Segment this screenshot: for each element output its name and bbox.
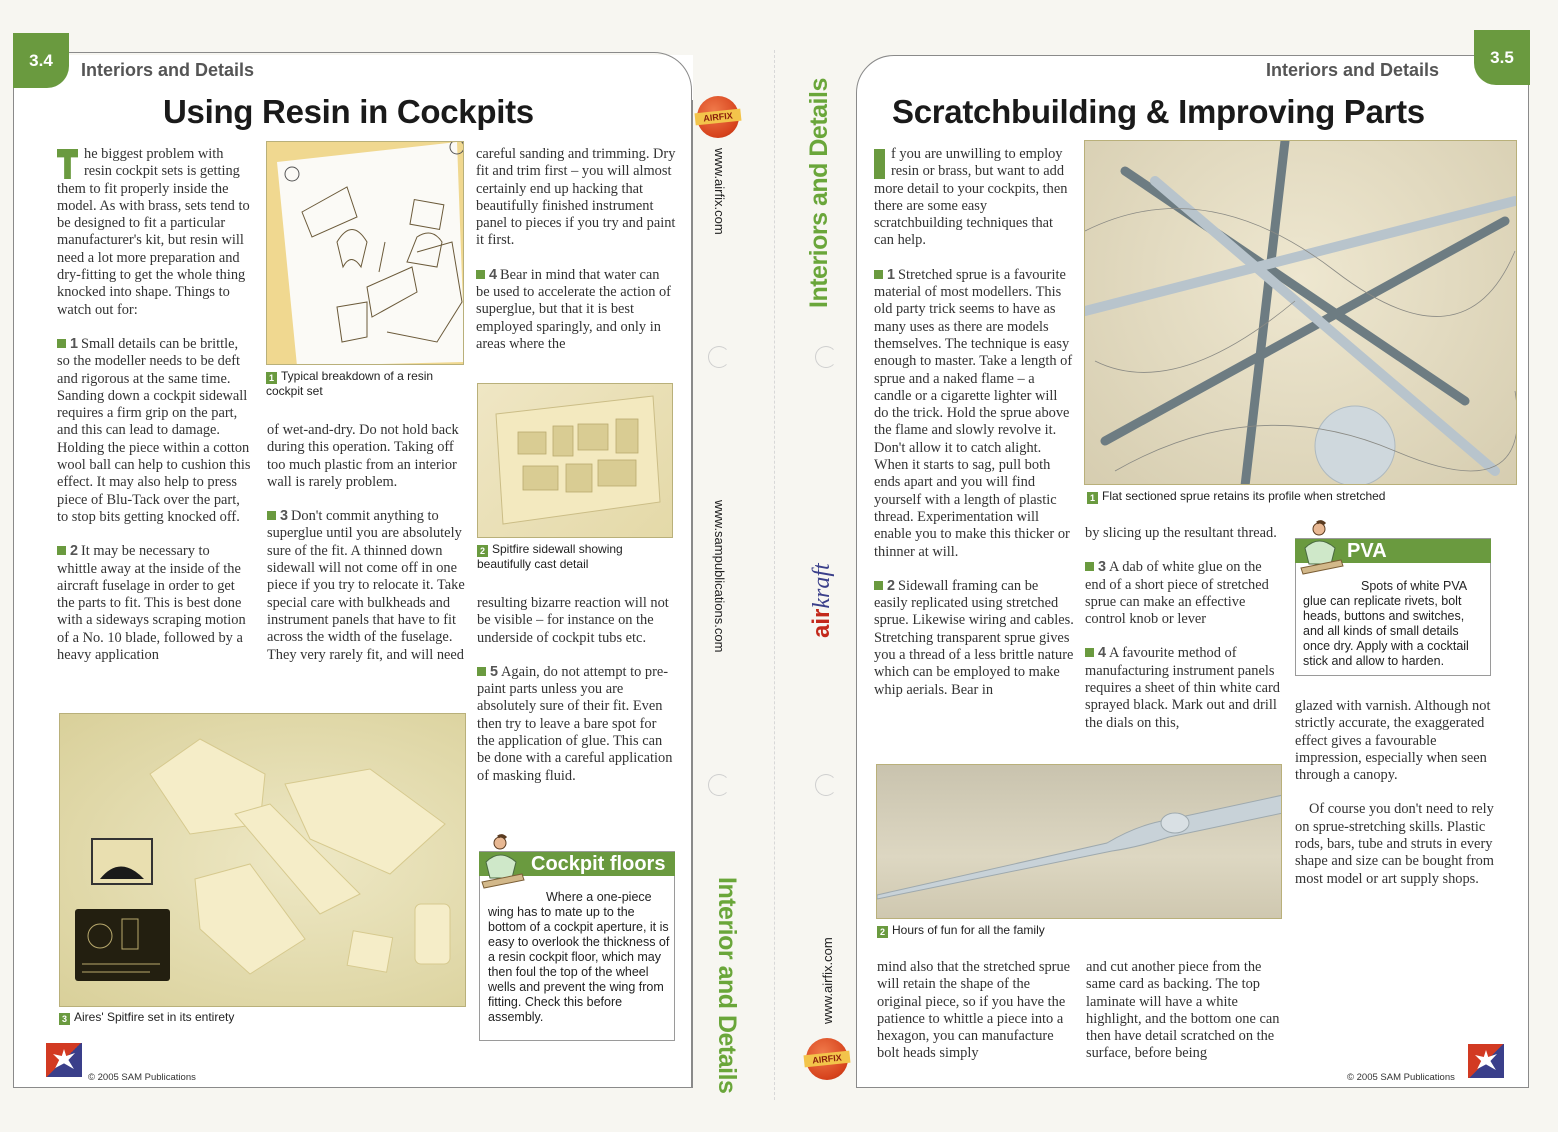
intro-paragraph: he biggest problem with resin cockpit sets is getting them to fit properly inside the model. As with brass, sets tend to be designed to fit a particular manufacturer's kit, but resin will need a lot more preparation and dry-fitting to get the whole thing knocked into shape. Things to watch out for:: [57, 146, 250, 318]
bullet-icon: [57, 339, 66, 348]
bullet-icon: [267, 511, 276, 520]
continuation-text: glazed with varnish. Although not strictly accurate, the exaggerated effect gives a favourable impression, especially when seen through a canopy.: [1295, 698, 1491, 784]
photo-caption-2: 2 Spitfire sidewall showing beautifully cast detail: [477, 542, 623, 571]
photo-stretched-sprue: [1084, 140, 1517, 485]
photo-caption-3: 3 Aires' Spitfire set in its entirety: [59, 1010, 459, 1025]
right-col-1-bottom: [877, 959, 1077, 1080]
airfix-logo-top: AIRFIX: [697, 96, 739, 138]
continuation-text: of wet-and-dry. Do not hold back during this operation. Taking off too much plastic from an interior wall is rarely problem.: [267, 422, 459, 490]
continuation-text: and cut another piece from the same card as backing. The top laminate will have a white highlight, and the bottom one can then have detail scratched on the surface, before being: [1086, 959, 1280, 1062]
sprue-drawing: [1085, 141, 1517, 485]
copyright-notice: © 2005 SAM Publications: [88, 1072, 196, 1083]
bullet-icon: [476, 270, 485, 279]
bullet-icon: [874, 270, 883, 279]
right-col-3: [1295, 698, 1500, 905]
bullet-icon: [57, 546, 66, 555]
tip-box-text: Where a one-piece wing has to mate up to the bottom of a cockpit aperture, it is easy to overlook the thickness of a resin cockpit floor, which may then foul the top of the wheel wells and prevent the wing from fitting. Check this before assembly.: [488, 890, 670, 1024]
photo-caption-1: 1 Flat sectioned sprue retains its profile when stretched: [1087, 489, 1517, 504]
continuation-text: careful sanding and trimming. Dry fit and trim first – you will almost certainly end up hacking that beautifully finished instrument panel to pieces if you try and paint it first.: [476, 146, 676, 249]
tip-box-title: Cockpit floors: [479, 852, 675, 876]
dropcap-i: [874, 149, 885, 179]
point-2: 2 Sidewall framing can be easily replicated using stretched sprue. Likewise wiring and cables. Stretching transparent sprue gives you a thread of a less brittle nature which can be employed to make whip aerials. Bear in: [874, 577, 1074, 698]
right-col-2: [1085, 525, 1285, 749]
binder-hole: [708, 774, 730, 796]
airfix-url-top: www.airfix.com: [712, 148, 727, 235]
photo-instruction-sheet: [266, 141, 464, 365]
airkraft-logo: airkraft: [808, 563, 835, 638]
photo-spitfire-sidewall: [477, 383, 673, 538]
stretched-sprue-drawing: [877, 765, 1282, 919]
tip-box-title: PVA: [1295, 539, 1491, 563]
modeller-illustration-icon: [478, 834, 526, 894]
sam-publications-logo: [1468, 1044, 1504, 1078]
page-number-tab: 3.4: [13, 33, 69, 88]
point-1: 1 Stretched sprue is a favourite material of most modellers. This old party trick seems to have as many uses as there are models themselves. The technique is easy enough to master. Take a length of sprue and a naked flame – a candle or a cigarette lighter will do the trick. Hold the sprue above the flame and slowly revolve it. Don't allow it to catch alight. When it starts to sag, pull both ends apart and you will find yourself with a length of plastic thread. Experimentation will enable you to make this thicker or thinner at will.: [874, 266, 1073, 560]
spine-label-interiors-and-details: Interiors and Details: [805, 78, 833, 308]
left-col-3-bottom: [477, 595, 677, 802]
sam-publications-logo: [46, 1043, 82, 1077]
bullet-icon: [874, 581, 883, 590]
binder-hole: [815, 346, 837, 368]
bullet-icon: [1085, 648, 1094, 657]
page-number-tab: 3.5: [1474, 30, 1530, 85]
section-label: Interiors and Details: [1266, 60, 1440, 80]
point-3: 3 A dab of white glue on the end of a short piece of stretched sprue can make an effective control knob or lever: [1085, 559, 1269, 628]
point-3: 3 Don't commit anything to superglue until you are absolutely sure of the fit. A thinned down sidewall will not come off in one piece if you try to relocate it. Take special care with bulkheads and instrument panels that have to fit across the width of the fuselage. They very rarely fit, and will need: [267, 508, 465, 663]
bullet-icon: [477, 667, 486, 676]
continuation-text: Of course you don't need to rely on sprue-stretching skills. Plastic rods, bars, tube and struts in every shape and size can be bought from most model or art supply shops.: [1295, 801, 1495, 887]
photo-caption-2: 2 Hours of fun for all the family: [877, 923, 1277, 938]
bullet-icon: [1085, 562, 1094, 571]
sidewall-resin-drawing: [478, 384, 673, 538]
point-5: 5 Again, do not attempt to pre-paint parts unless you are absolutely sure of their fit. Even then try to leave a bare spot for the application of glue. This can be done with a careful application of masking fluid.: [477, 663, 673, 784]
intro-paragraph: f you are unwilling to employ resin or brass, but want to add more detail to your cockpits, then there are some easy scratchbuilding techniques that can help.: [874, 146, 1068, 249]
continuation-text: mind also that the stretched sprue will retain the shape of the original piece, so if you have the patience to whittle a piece into a hexagon, you can manufacture bolt heads simply: [877, 959, 1071, 1062]
photo-caption-1: 1 Typical breakdown of a resin cockpit set: [266, 369, 434, 398]
instruction-sheet-drawing: [267, 142, 464, 365]
right-col-2-bottom: [1086, 959, 1286, 1080]
point-1: 1 Small details can be brittle, so the modeller needs to be deft and rigorous at the same time. Sanding down a cockpit sidewall requires a firm grip on the part, and this can lead to damage. Holding the piece within a cotton wool ball can help to cushion this effect. It may also help to press piece of Blu-Tack over the part, to stop bits getting knocked off.: [57, 335, 251, 525]
left-col-3-top: [476, 146, 676, 370]
photo-aires-spitfire-set: [59, 713, 466, 1007]
point-4: 4 A favourite method of manufacturing instrument panels requires a sheet of thin white card sprayed black. Mark out and drill the dials on this,: [1085, 645, 1280, 731]
right-col-1: [874, 146, 1074, 716]
section-label: Interiors and Details: [81, 60, 255, 80]
resin-parts-drawing: [60, 714, 466, 1007]
airfix-logo-bottom: AIRFIX: [806, 1038, 848, 1080]
continuation-text: by slicing up the resultant thread.: [1085, 525, 1277, 541]
page-title: Scratchbuilding & Improving Parts: [892, 93, 1425, 130]
left-col-2: [267, 422, 467, 681]
dropcap-t: [57, 149, 78, 179]
tip-box-text: Spots of white PVA glue can replicate rivets, bolt heads, buttons and switches, and all kinds of small details once dry. Apply with a cocktail stick and allow to harden.: [1303, 579, 1469, 668]
point-2: 2 It may be necessary to whittle away at the inside of the aircraft fuselage in order to get the parts to fit. This is best done with a sideways scraping motion of a No. 10 blade, followed by a heavy application: [57, 543, 246, 664]
sampublications-url: www.sampublications.com: [712, 500, 727, 653]
airfix-url-bottom: www.airfix.com: [820, 937, 835, 1024]
left-col-1: [57, 146, 253, 681]
spine-fold-line: [774, 50, 775, 1100]
page-title: Using Resin in Cockpits: [163, 93, 534, 130]
binder-hole: [815, 774, 837, 796]
left-page-frame-right: [691, 100, 693, 1088]
photo-sprue-stretching: [876, 764, 1282, 919]
binder-hole: [708, 346, 730, 368]
copyright-notice: © 2005 SAM Publications: [1347, 1072, 1455, 1083]
spine-label-interior-and-details: Interior and Details: [713, 877, 741, 1094]
continuation-text: resulting bizarre reaction will not be visible – for instance on the underside of cockpit tubs etc.: [477, 595, 669, 646]
modeller-illustration-icon: [1297, 520, 1345, 580]
point-4: 4 Bear in mind that water can be used to accelerate the action of superglue, but that it is best employed sparingly, and only in areas where the: [476, 266, 671, 352]
